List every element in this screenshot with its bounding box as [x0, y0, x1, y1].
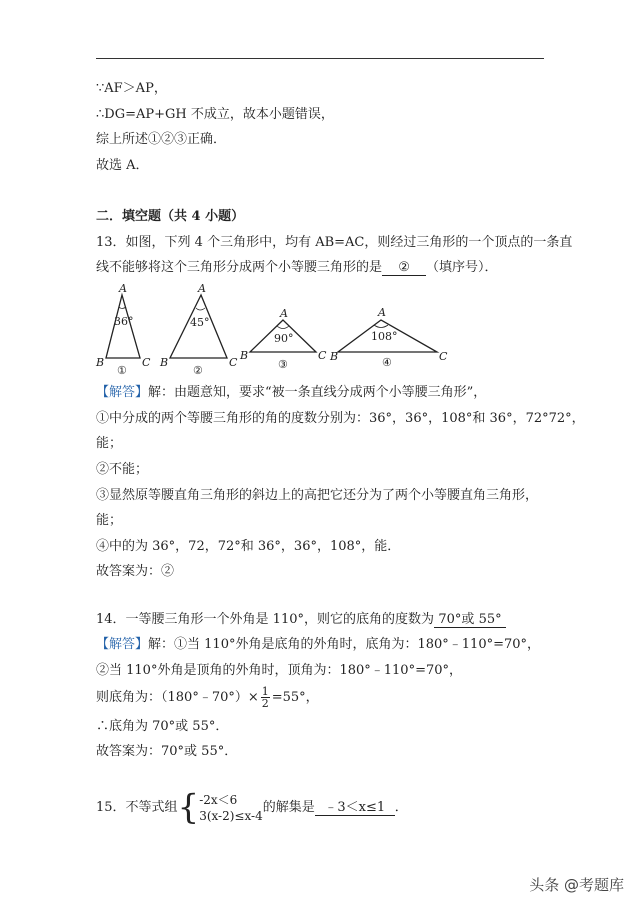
- prev-line-1: ∵AF＞AP，: [96, 81, 167, 96]
- t1-label-c: C: [142, 356, 151, 369]
- q14-line-1: [96, 611, 506, 629]
- t3-number: ③: [278, 358, 288, 371]
- q14-solution-4: ∴底角为 70°或 55°．: [96, 719, 229, 734]
- q14-answer: 70°或 55°: [434, 612, 506, 628]
- t4-angle: 108°: [371, 330, 398, 343]
- header-rule: [96, 58, 544, 59]
- triangle-3: [239, 307, 327, 371]
- q13-line-2: [96, 259, 498, 277]
- fraction: [261, 686, 270, 709]
- q14-solution-3-text: 则底角为：（180°﹣70°）×: [96, 690, 259, 705]
- q15-line: [96, 787, 408, 828]
- t2-angle: 45°: [190, 316, 210, 329]
- t3-label-b: B: [240, 349, 249, 362]
- q13-line-1: 13．如图，下列 4 个三角形中，均有 AB=AC，则经过三角形的一个顶点的一条直: [96, 235, 573, 250]
- inequality-system: [199, 792, 263, 824]
- q13-figures: [90, 282, 460, 378]
- q13-solution-1: [96, 384, 486, 402]
- triangle-4: [329, 306, 448, 369]
- q13-solution-3: 能；: [96, 436, 123, 451]
- fraction-denominator: 2: [261, 697, 269, 710]
- prev-line-3: 综上所述①②③正确．: [96, 132, 227, 147]
- t3-label-a: A: [280, 307, 288, 320]
- q13-solution-1-text: 解：由题意知，要求“被一条直线分成两个小等腰三角形”，: [148, 385, 487, 400]
- t3-angle: 90°: [274, 332, 294, 345]
- watermark: [529, 874, 624, 895]
- q15-middle: 的解集是: [262, 800, 315, 815]
- q15-post: ．: [394, 800, 408, 815]
- inequality-1: -2x＜6: [199, 792, 238, 807]
- q13-solution-8: 故答案为：②: [96, 564, 175, 579]
- fraction-numerator: 1: [261, 685, 269, 698]
- q13-solution-2: ①中分成的两个等腰三角形的角的度数分别为：36°，36°，108°和 36°，72°72°，: [96, 411, 585, 426]
- t2-label-a: A: [198, 282, 206, 295]
- t3-label-c: C: [318, 349, 327, 362]
- inequality-2: 3(x-2)≤x-4: [199, 808, 263, 823]
- section-title: 二．填空题（共 4 小题）: [96, 209, 245, 224]
- t2-number: ②: [193, 364, 203, 377]
- q14-solution-2: ②当 110°外角是顶角的外角时，顶角为：180°﹣110°=70°，: [96, 663, 463, 678]
- t4-label-a: A: [378, 306, 386, 319]
- triangle-1: [95, 282, 151, 377]
- q13-solution-7: ④中的为 36°，72，72°和 36°，36°，108°，能．: [96, 539, 401, 554]
- q14-solution-1: [96, 636, 540, 654]
- q14-solution-3-post: =55°，: [271, 690, 319, 705]
- q15-answer: ﹣3＜x≤1: [315, 800, 395, 816]
- q13-line-2-post: （填序号）．: [426, 260, 498, 275]
- q14-line-1-text: 14．一等腰三角形一个外角是 110°，则它的底角的度数为: [96, 612, 434, 627]
- t1-angle: 36°: [114, 315, 134, 328]
- prev-line-2: ∴DG=AP+GH 不成立，故本小题错误，: [96, 107, 334, 122]
- q15-prefix: 15．不等式组: [96, 800, 178, 815]
- prev-line-4: 故选 A．: [96, 158, 149, 173]
- triangle-2: [159, 282, 238, 377]
- t4-label-c: C: [439, 350, 448, 363]
- q13-solution-5: ③显然原等腰直角三角形的斜边上的高把它还分为了两个小等腰直角三角形，: [96, 488, 539, 503]
- t1-label-b: B: [96, 356, 105, 369]
- q13-solution-4: ②不能；: [96, 462, 149, 477]
- t1-number: ①: [117, 364, 127, 377]
- t1-label-a: A: [119, 282, 127, 295]
- q14-jieda-tag: 【解答】: [96, 637, 149, 652]
- q14-solution-1-text: 解：①当 110°外角是底角的外角时，底角为：180°﹣110°=70°，: [148, 637, 541, 652]
- q13-jieda-tag: 【解答】: [96, 385, 149, 400]
- q13-answer: ②: [382, 260, 426, 276]
- q14-solution-5: 故答案为：70°或 55°．: [96, 744, 238, 759]
- q13-solution-6: 能；: [96, 513, 123, 528]
- watermark-text: 头条 @考题库: [529, 876, 624, 894]
- t4-label-b: B: [330, 350, 339, 363]
- brace: {: [177, 787, 200, 828]
- q13-line-2-text: 线不能够将这个三角形分成两个小等腰三角形的是: [96, 260, 383, 275]
- t2-label-c: C: [229, 356, 238, 369]
- t4-number: ④: [382, 356, 392, 369]
- q14-solution-3: [96, 686, 319, 709]
- t2-label-b: B: [160, 356, 169, 369]
